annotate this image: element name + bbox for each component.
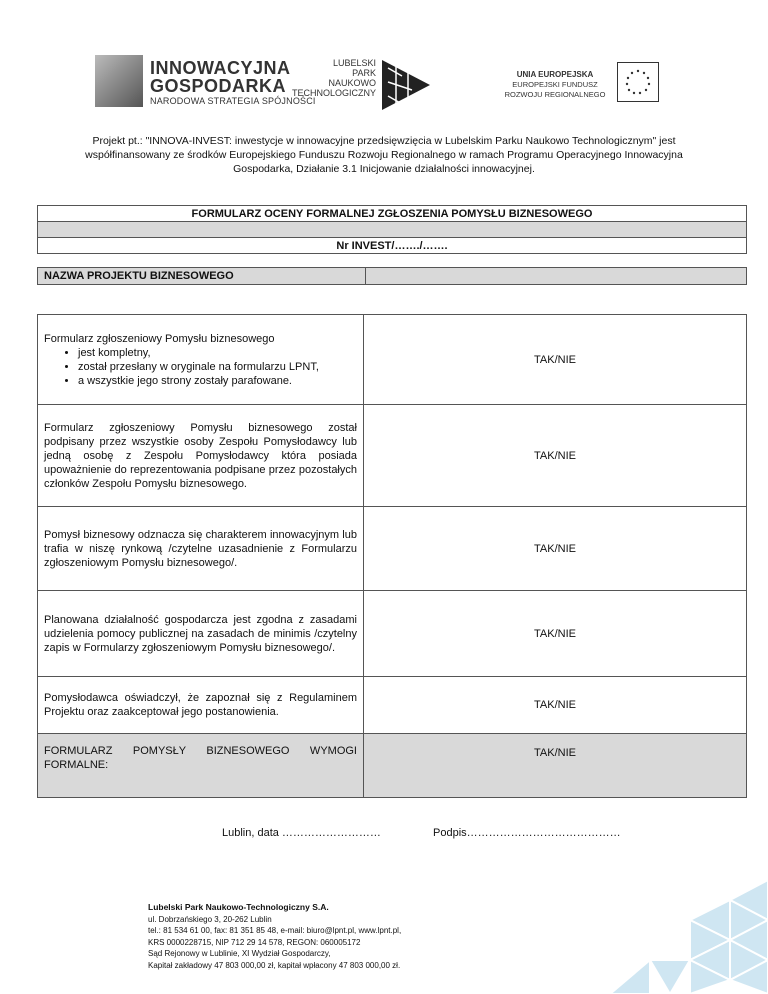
criteria-table — [37, 314, 747, 798]
place-date-field[interactable]: Lublin, data ……………………… — [222, 827, 381, 839]
project-name-table — [37, 267, 747, 285]
form-title: FORMULARZ OCENY FORMALNEJ ZGŁOSZENIA POMYSŁU BIZNESOWEGO — [38, 206, 747, 222]
cube-triangle-icon — [382, 60, 432, 110]
innowacyjna-gospodarka-logo — [95, 55, 315, 113]
company-name: Lubelski Park Naukowo-Technologiczny S.A. — [148, 902, 329, 912]
table-row — [38, 677, 747, 734]
star-flag-icon — [95, 55, 143, 107]
criterion-text: Planowana działalność gospodarcza jest zgodna z zasadami udzielenia pomocy publicznej na zasadach de minimis /czytelny zapis w Formularzy zgłoszeniowym Pomysłu biznesowego/. — [38, 591, 364, 677]
criterion-text: Formularz zgłoszeniowy Pomysłu biznesowego — [44, 332, 275, 345]
list-item: • a wszystkie jego strony zostały parafowane. — [78, 374, 357, 388]
decorative-triangles-icon — [610, 880, 768, 994]
form-header-table — [37, 205, 747, 254]
lpnt-logo: LUBELSKI PARK NAUKOWO TECHNOLOGICZNY — [312, 58, 442, 110]
project-name-label: NAZWA PROJEKTU BIZNESOWEGO — [38, 268, 366, 285]
invest-number-field[interactable]: Nr INVEST/……./……. — [38, 238, 747, 254]
answer-cell[interactable]: TAK/NIE — [364, 591, 747, 677]
table-row — [38, 507, 747, 591]
eu-flag-icon — [617, 62, 659, 102]
criterion-text: FORMULARZ POMYSŁY BIZNESOWEGO WYMOGI FORMALNE: — [38, 734, 364, 798]
logo-text: INNOWACYJNA — [150, 58, 291, 78]
list-item: • został przesłany w oryginale na formularzu LPNT, — [78, 360, 357, 374]
table-row — [38, 591, 747, 677]
table-row — [38, 734, 747, 798]
ue-logo-text: UNIA EUROPEJSKA EUROPEJSKI FUNDUSZ ROZWOJU REGIONALNEGO — [504, 70, 606, 99]
criterion-text: Formularz zgłoszeniowy Pomysłu biznesowego został podpisany przez wszystkie osoby Zespołu Pomysłodawcy lub jedną osobę z Zespołu Pomysłodawcy która posiada upoważnienie do reprezentowania podpisane przez pozostałych członków Zespołu Pomysłu biznesowego. — [38, 405, 364, 507]
criterion-text: Pomysł biznesowy odznacza się charakterem innowacyjnym lub trafia w niszę rynkową /czytelne uzasadnienie z Formularzu zgłoszeniowym Pomysłu biznesowego/. — [38, 507, 364, 591]
answer-cell[interactable]: TAK/NIE — [364, 405, 747, 507]
signature-field[interactable]: Podpis…………………………………… — [433, 827, 621, 839]
logo-subtitle: NARODOWA STRATEGIA SPÓJNOŚCI — [150, 96, 316, 106]
grey-spacer — [38, 222, 747, 238]
project-name-field[interactable] — [366, 268, 747, 285]
list-item: • jest kompletny, — [78, 346, 357, 360]
project-intro: Projekt pt.: "INNOVA-INVEST: inwestycje w innowacyjne przedsięwzięcia w Lubelskim Parku Naukowo Technologicznym" jest współfinansowany ze środków Europejskiego Funduszu Rozwoju Regionalnego w ramach Programu Operacyjnego Innowacyjna Gospodarka, Działanie 3.1 Inicjowanie działalności innowacyjnej. — [85, 135, 683, 175]
table-row — [38, 315, 747, 405]
answer-cell[interactable]: TAK/NIE — [364, 315, 747, 405]
answer-cell[interactable]: TAK/NIE — [364, 507, 747, 591]
footer-address: Lubelski Park Naukowo-Technologiczny S.A. ul. Dobrzańskiego 3, 20-262 Lublin tel.: 81 534 61 00, fax: 81 351 85 48, e-mail: biuro@lpnt.pl, www.lpnt.pl, KRS 0000228715, NIP 712 29 14 578, REGON: 060005172 Sąd Rejonowy w Lublinie, XI Wydział Gospodarczy, Kapitał zakładowy 47 803 000,00 zł, kapitał wpłacony 47 803 000,00 zł. — [148, 902, 402, 970]
logo-text: GOSPODARKA — [150, 76, 287, 96]
criterion-text: Pomysłodawca oświadczył, że zapoznał się z Regulaminem Projektu oraz zaakceptował jego postanowienia. — [38, 677, 364, 734]
answer-cell[interactable]: TAK/NIE — [364, 734, 747, 798]
table-row — [38, 405, 747, 507]
answer-cell[interactable]: TAK/NIE — [364, 677, 747, 734]
